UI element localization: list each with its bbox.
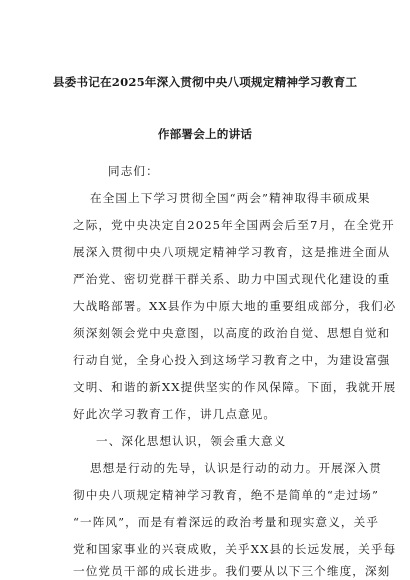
body-line: 大战略部署。XX县作为中原大地的重要组成部分，我们必 <box>73 299 397 313</box>
body-line: 行动自觉，全身心投入到这场学习教育之中，为建设富强 <box>73 353 391 367</box>
body-line: 思想是行动的先导，认识是行动的动力。开展深入贯 <box>90 461 382 475</box>
body-line: 之际，党中央决定自2025年全国两会后至7月，在全党开 <box>73 218 395 232</box>
body-line: 展深入贯彻中央八项规定精神学习教育，这是推进全面从 <box>73 245 391 259</box>
body-line: “一阵风”，而是有着深远的政治考量和现实意义，关乎 <box>73 515 380 529</box>
body-line: 彻中央八项规定精神学习教育，绝不是简单的“走过场” <box>73 488 380 502</box>
body-line: 在全国上下学习贯彻全国“两会”精神取得丰硕成果 <box>90 191 371 205</box>
body-line: 严治党、密切党群干群关系、助力中国式现代化建设的重 <box>73 272 391 286</box>
document-title-line-2: 作部署会上的讲话 <box>157 127 253 141</box>
body-line: 须深刻领会党中央意图，以高度的政治自觉、思想自觉和 <box>73 326 391 340</box>
section-heading: 一、深化思想认识，领会重大意义 <box>96 434 287 448</box>
salutation: 同志们： <box>108 164 159 178</box>
body-line: 文明、和谐的新XX提供坚实的作风保障。下面，我就开展 <box>73 380 397 394</box>
document-title-line-1: 县委书记在2025年深入贯彻中央八项规定精神学习教育工 <box>52 75 358 89</box>
body-line: 好此次学习教育工作，讲几点意见。 <box>73 407 277 421</box>
body-line: 党和国家事业的兴衰成败，关乎XX县的长远发展，关乎每 <box>73 542 397 556</box>
body-line: 一位党员干部的成长进步。我们要从以下三个维度，深刻 <box>73 564 391 578</box>
